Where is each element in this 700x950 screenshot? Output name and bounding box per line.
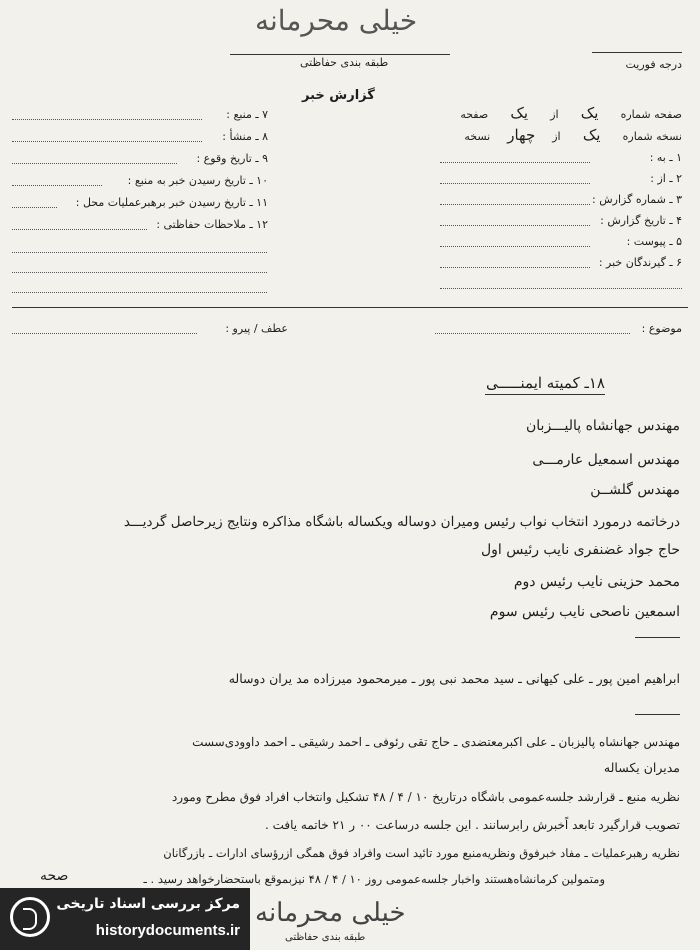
body-line-10: مدیران یکساله bbox=[603, 760, 680, 775]
body-line-3: مهندس گلشــن bbox=[590, 482, 680, 498]
reference-label: عطف / پیرو : bbox=[225, 322, 288, 335]
priority-line bbox=[592, 52, 682, 53]
field-to: ۱ ـ به : bbox=[649, 151, 682, 164]
body-line-4: درخاتمه درمورد انتخاب نواب رئیس ومیران دوساله ویکساله باشگاه مذاکره ونتایج زیرحاصل گردیـــد bbox=[123, 514, 680, 530]
page-number-label: صفحه شماره bbox=[620, 108, 682, 121]
field-origin-line bbox=[12, 141, 202, 142]
field-source: ۷ ـ منبع : bbox=[226, 108, 268, 121]
field-source-line bbox=[12, 119, 202, 120]
field-report-number: ۳ ـ شماره گزارش : bbox=[592, 193, 682, 206]
body-line-9: مهندس جهانشاه پالیزبان ـ علی اکبرمعتضدی ـ حاج تقی رئوفی ـ احمد رشیقی ـ احمد داوودی‌سست bbox=[192, 735, 680, 749]
field-occurrence-date: ۹ ـ تاریخ وقوع : bbox=[196, 152, 268, 165]
field-from-line bbox=[440, 183, 590, 184]
header-divider bbox=[12, 307, 688, 308]
body-line-8: ابراهیم امین پور ـ علی کیهانی ـ سید محمد نبی پور ـ میرمحمود میرزاده مد یران دوساله bbox=[228, 671, 680, 686]
field-news-to-operations-date-line bbox=[12, 207, 57, 208]
page-number-unit: صفحه bbox=[460, 108, 489, 121]
left-extra-line-3 bbox=[12, 292, 267, 293]
subject-label: موضوع : bbox=[641, 322, 682, 335]
body-line-12: تصویب قرارگیرد تابعد اً‌خبرش رابرسانند . این جلسه درساعت ۰۰ ر ۲۱ خاتمه یافت . bbox=[264, 818, 680, 832]
classification-stamp-top: خیلی محرمانه bbox=[255, 4, 418, 37]
body-heading: ۱۸ـ کمیته ایمنـــــی bbox=[486, 374, 605, 392]
field-report-number-line bbox=[440, 204, 590, 205]
watermark-url: historydocuments.ir bbox=[95, 922, 240, 939]
watermark-title: مرکز بررسی اسناد تاریخی bbox=[56, 896, 240, 912]
field-attachment-line bbox=[440, 246, 590, 247]
body-line-2: مهندس اسمعیل عارمـــی bbox=[532, 452, 680, 468]
body-line-1: مهندس جهانشاه پالیـــزبان bbox=[526, 418, 680, 434]
body-line-6: محمد حزینی نایب رئیس دوم bbox=[513, 574, 680, 590]
field-from: ۲ ـ از : bbox=[650, 172, 682, 185]
page-number-value: یک bbox=[580, 104, 599, 122]
field-report-date-line bbox=[440, 225, 590, 226]
watermark-banner bbox=[0, 888, 250, 950]
copy-number-value: یک bbox=[582, 126, 601, 144]
copy-number-unit: نسخه bbox=[464, 130, 491, 143]
subject-line bbox=[435, 333, 630, 334]
field-security-notes-line bbox=[12, 229, 147, 230]
left-extra-line-1 bbox=[12, 252, 267, 253]
classification-stamp-bottom: خیلی محرمانه bbox=[255, 898, 406, 928]
copy-number-field bbox=[432, 126, 682, 144]
body-heading-underline bbox=[485, 394, 605, 395]
classification-label-top: طبقه بندی حفاظتی bbox=[300, 56, 389, 69]
field-security-notes: ۱۲ ـ ملاحظات حفاظتی : bbox=[156, 218, 268, 231]
page-number-of: از bbox=[550, 108, 559, 121]
field-news-to-source-date: ۱۰ ـ تاریخ رسیدن خبر به منبع : bbox=[127, 174, 268, 187]
field-report-date: ۴ ـ تاریخ گزارش : bbox=[600, 214, 682, 227]
field-origin: ۸ ـ منشأ : bbox=[222, 130, 268, 143]
page-number-field bbox=[432, 104, 682, 122]
report-title: گزارش خبر bbox=[302, 88, 375, 103]
field-occurrence-date-line bbox=[12, 163, 177, 164]
left-extra-line-2 bbox=[12, 272, 267, 273]
copy-number-label: نسخه شماره bbox=[622, 130, 682, 143]
watermark-logo-icon bbox=[10, 897, 50, 937]
field-recipients: ۶ ـ گیرندگان خبر : bbox=[598, 256, 682, 269]
body-line-14: ومتمولین کرمانشاه‌هستند واخبار جلسه‌عمومی روز ۱۰ / ۴ / ۴۸ نیزبموقع باستحضارخواهد رسید . ـ bbox=[143, 872, 605, 886]
reference-line bbox=[12, 333, 197, 334]
priority-label: درجه فوریت bbox=[625, 58, 682, 71]
classification-label-bottom: طبقه بندی حفاظتی bbox=[285, 932, 366, 943]
signature: صحه bbox=[40, 868, 69, 884]
classification-line-top bbox=[230, 54, 450, 55]
page-number-total: یک bbox=[510, 104, 529, 122]
field-attachment: ۵ ـ پیوست : bbox=[626, 235, 682, 248]
field-recipients-line bbox=[440, 267, 590, 268]
body-line-7: اسمعین ناصحی نایب رئیس سوم bbox=[489, 604, 680, 620]
field-recipients-extra-line bbox=[440, 288, 682, 289]
body-divider-2 bbox=[635, 714, 680, 715]
body-line-11: نظریه منبع ـ قرارشد جلسه‌عمومی باشگاه درتاریخ ۱۰ / ۴ / ۴۸ تشکیل وانتخاب افراد فوق مطرح ومورد bbox=[171, 790, 680, 804]
body-divider-1 bbox=[635, 637, 680, 638]
body-line-13: نظریه رهبرعملیات ـ مفاد خبرفوق ونظریه‌منبع مورد تائید است وافراد فوق همگی ازرؤسای ادارات ـ بازرگانان bbox=[163, 846, 680, 860]
body-line-5: حاج جواد غضنفری نایب رئیس اول bbox=[480, 542, 680, 558]
field-news-to-operations-date: ۱۱ ـ تاریخ رسیدن خبر برهبرعملیات محل : bbox=[75, 196, 268, 209]
field-to-line bbox=[440, 162, 590, 163]
copy-number-total: چهار bbox=[507, 126, 536, 144]
field-news-to-source-date-line bbox=[12, 185, 102, 186]
copy-number-of: از bbox=[552, 130, 561, 143]
